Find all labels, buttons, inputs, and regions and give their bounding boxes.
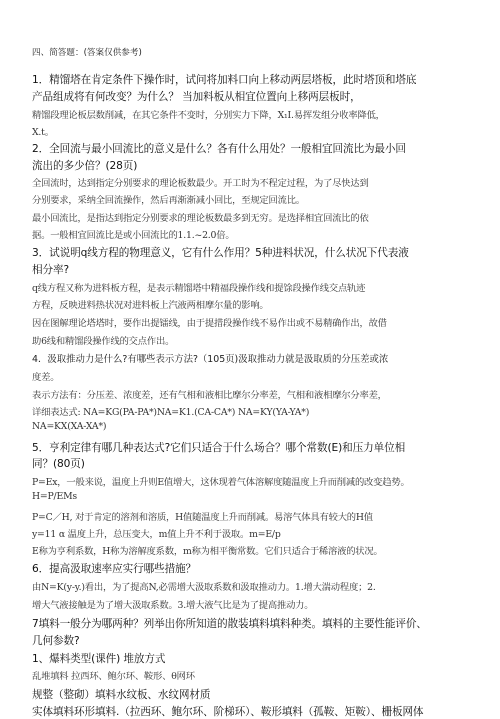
text-line: 6．提高汲取速率应实行哪些措施？	[32, 563, 197, 575]
text-line: 精馏段理论板层数削减，在其它条件不变时，分别实力下降，X₁I.易挥发组分收率降低，	[32, 110, 385, 121]
text-line: P=C／H, 对于肯定的溶剂和溶质，H值随温度上升而削减。易溶气体具有较大的H值	[32, 512, 373, 523]
text-line: q线方程又称为进料板方程，是表示精馏塔中精福段操作线和提馀段操作线交点轨迹	[32, 283, 366, 294]
text-line: 因在图解理论塔塔时，要作出提镭线，由于提措段操作线不易作出或不易精确作出，故借	[32, 318, 387, 329]
text-line: 4．汲取推动力是什么?有哪些表示方法?（105页)汲取推动力就是汲取质的分压差或浓	[32, 354, 389, 365]
text-line: 规整（整砌）填料水纹板、水纹网材质	[32, 689, 211, 701]
text-line: 详细表达式: NA=KG(PA-PA*)NA=K1.(CA-CA*) NA=KY(YA-YA*)	[32, 407, 310, 418]
text-line: 度差。	[32, 372, 60, 383]
text-line: 同？(80页)	[32, 458, 85, 470]
text-line: 1．精馏塔在肯定条件下操作时，试问将加料口向上移动两层塔板，此时塔顶和塔底	[32, 74, 417, 86]
text-line: 增大气液接触是为了增大汲取系数。3.增大液气比是为了提高推动力。	[32, 600, 314, 611]
text-line: 相分率?	[32, 264, 70, 276]
text-line: 由N=K(y-y.)看出，为了提高N,必需增大汲取系数和汲取推动力。1.增大湍动程度；2.	[32, 582, 376, 593]
text-line: 流出的多少倍？(28页)	[32, 160, 138, 172]
text-line: y=11 α 温度上升，总压变大，m值上升不利于汲取。m=E/p	[32, 529, 281, 540]
text-line: 2．全回流与最小回流比的意义是什么？各有什么用处？一般相宜回流比为最小回	[32, 143, 406, 155]
text-line: 助6线和精馏段操作线的交点作出。	[32, 336, 175, 347]
text-line: 表示方法有：分压差、浓度差，还有气相和液相比摩尔分率差，气相和液相摩尔分率差，	[32, 390, 387, 401]
text-line: H=P/EMs	[32, 491, 77, 502]
text-line: 5．亨利定律有哪几种表达式?它们只适合于什么场合？哪个常数(E)和压力单位相	[32, 442, 406, 454]
text-line: 方程，反映进料热状况对进料板上汽液两相摩尔量的影响。	[32, 300, 269, 311]
section-title: 四、简答题：(答案仅供参考)	[32, 48, 142, 58]
text-line: 分别要求，采纳全回流操作，然后再渐渐减小回比，至规定回流比。	[32, 195, 305, 206]
text-line: 3．试说明q线方程的物理意义，它有什么作用？5种进料状况，什么状况下代表液	[32, 247, 409, 259]
text-line: NA=KX(XA-XA*)	[32, 421, 107, 432]
text-line: 乱堆填料 拉西环、鲍尔环、鞍形、θ网环	[32, 671, 195, 682]
text-line: 产品组成将有何改变？为什么？ 当加料板从相宜位置向上移两层板时，	[32, 91, 361, 103]
text-line: 全回流时，达到指定分别要求的理论板数最少。开工时为不程定过程，为了尽快达到	[32, 178, 369, 189]
text-line: E称为亨利系数，H称为溶解度系数，m称为相平衡常数。它们只适合于稀溶液的状况。	[32, 546, 383, 557]
text-line: 1、爆料类型(课件) 堆放方式	[32, 653, 166, 665]
text-line: X.t。	[32, 127, 54, 138]
text-line: 最小回流比，是指达到指定分别要求的理论板数最多到无穷。是选择相宜回流比的依	[32, 213, 369, 224]
text-line: 据。一般相宜回流比是或小回流比的1.1.~2.0倍。	[32, 230, 235, 241]
text-line: 实体填料环形填料.（拉西环、鲍尔环、阶梯环）、鞍形填料（孤鞍、矩鞍）、栅板网体	[32, 706, 424, 718]
text-line: 7填料一般分为哪两种？列举出你所知道的散装填料填料种类。填料的主要性能评价、	[32, 618, 427, 630]
text-line: 几何参数?	[32, 635, 80, 647]
text-line: P=Ex，一般来说，温度上升则E值增大，这休现着气体溶解度随温度上升而削减的改变趋势。	[32, 477, 410, 488]
